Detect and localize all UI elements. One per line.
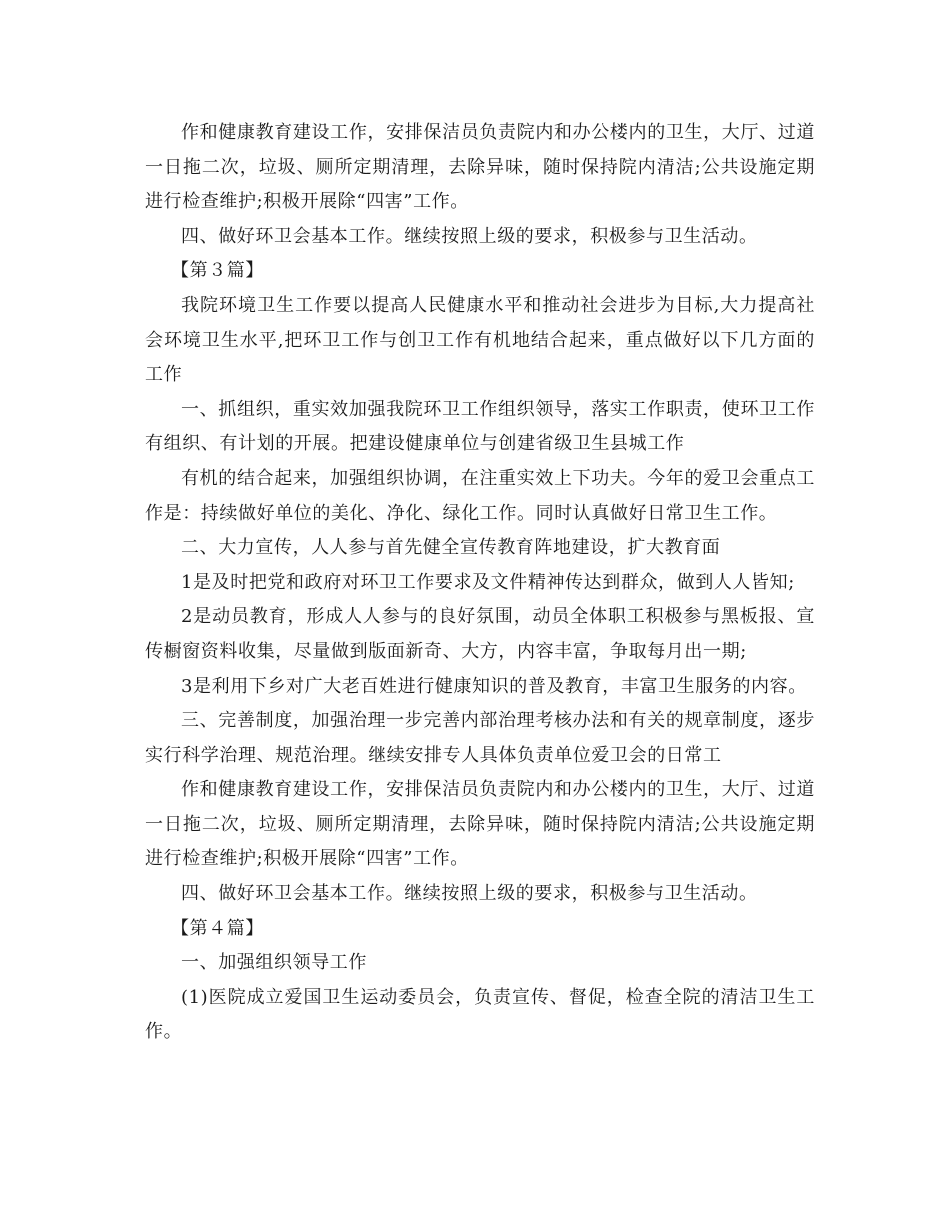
paragraph: 一、抓组织，重实效加强我院环卫工作组织领导，落实工作职责，使环卫工作有组织、有计划的开展。把建设健康单位与创建省级卫生县城工作 — [145, 398, 815, 455]
paragraph: 3是利用下乡对广大老百姓进行健康知识的普及教育，丰富卫生服务的内容。 — [181, 675, 807, 697]
paragraph: 作和健康教育建设工作，安排保洁员负责院内和办公楼内的卫生，大厅、过道一日拖二次，垃圾、厕所定期清理，去除异味，随时保持院内清洁;公共设施定期进行检查维护;积极开展除“四害”工作。 — [145, 122, 815, 213]
section-heading: 【第３篇】 — [171, 260, 264, 282]
paragraph: 2是动员教育，形成人人参与的良好氛围，动员全体职工积极参与黑板报、宣传橱窗资料收集，尽量做到版面新奇、大方，内容丰富，争取每月出一期; — [145, 606, 815, 662]
paragraph: 我院环境卫生工作要以提高人民健康水平和推动社会进步为目标,大力提高社会环境卫生水平,把环卫工作与创卫工作有机地结合起来，重点做好以下几方面的工作 — [145, 294, 815, 386]
document-body — [145, 116, 815, 1050]
paragraph: 四、做好环卫会基本工作。继续按照上级的要求，积极参与卫生活动。 — [181, 883, 758, 905]
section-heading: 【第４篇】 — [171, 917, 264, 939]
paragraph: 作和健康教育建设工作，安排保洁员负责院内和办公楼内的卫生，大厅、过道一日拖二次，垃圾、厕所定期清理，去除异味，随时保持院内清洁;公共设施定期进行检查维护;积极开展除“四害”工作。 — [145, 779, 815, 870]
paragraph: 有机的结合起来，加强组织协调，在注重实效上下功夫。今年的爱卫会重点工作是：持续做好单位的美化、净化、绿化工作。同时认真做好日常卫生工作。 — [145, 467, 815, 524]
paragraph: 二、大力宣传，人人参与首先健全宣传教育阵地建设，扩大教育面 — [181, 537, 721, 559]
paragraph: 1是及时把党和政府对环卫工作要求及文件精神传达到群众，做到人人皆知; — [181, 571, 795, 593]
paragraph: 四、做好环卫会基本工作。继续按照上级的要求，积极参与卫生活动。 — [181, 225, 758, 247]
paragraph: 一、加强组织领导工作 — [181, 952, 367, 974]
paragraph: (1)医院成立爱国卫生运动委员会，负责宣传、督促，检查全院的清洁卫生工作。 — [145, 986, 815, 1043]
paragraph: 三、完善制度，加强治理一步完善内部治理考核办法和有关的规章制度，逐步实行科学治理、规范治理。继续安排专人具体负责单位爱卫会的日常工 — [145, 710, 815, 766]
